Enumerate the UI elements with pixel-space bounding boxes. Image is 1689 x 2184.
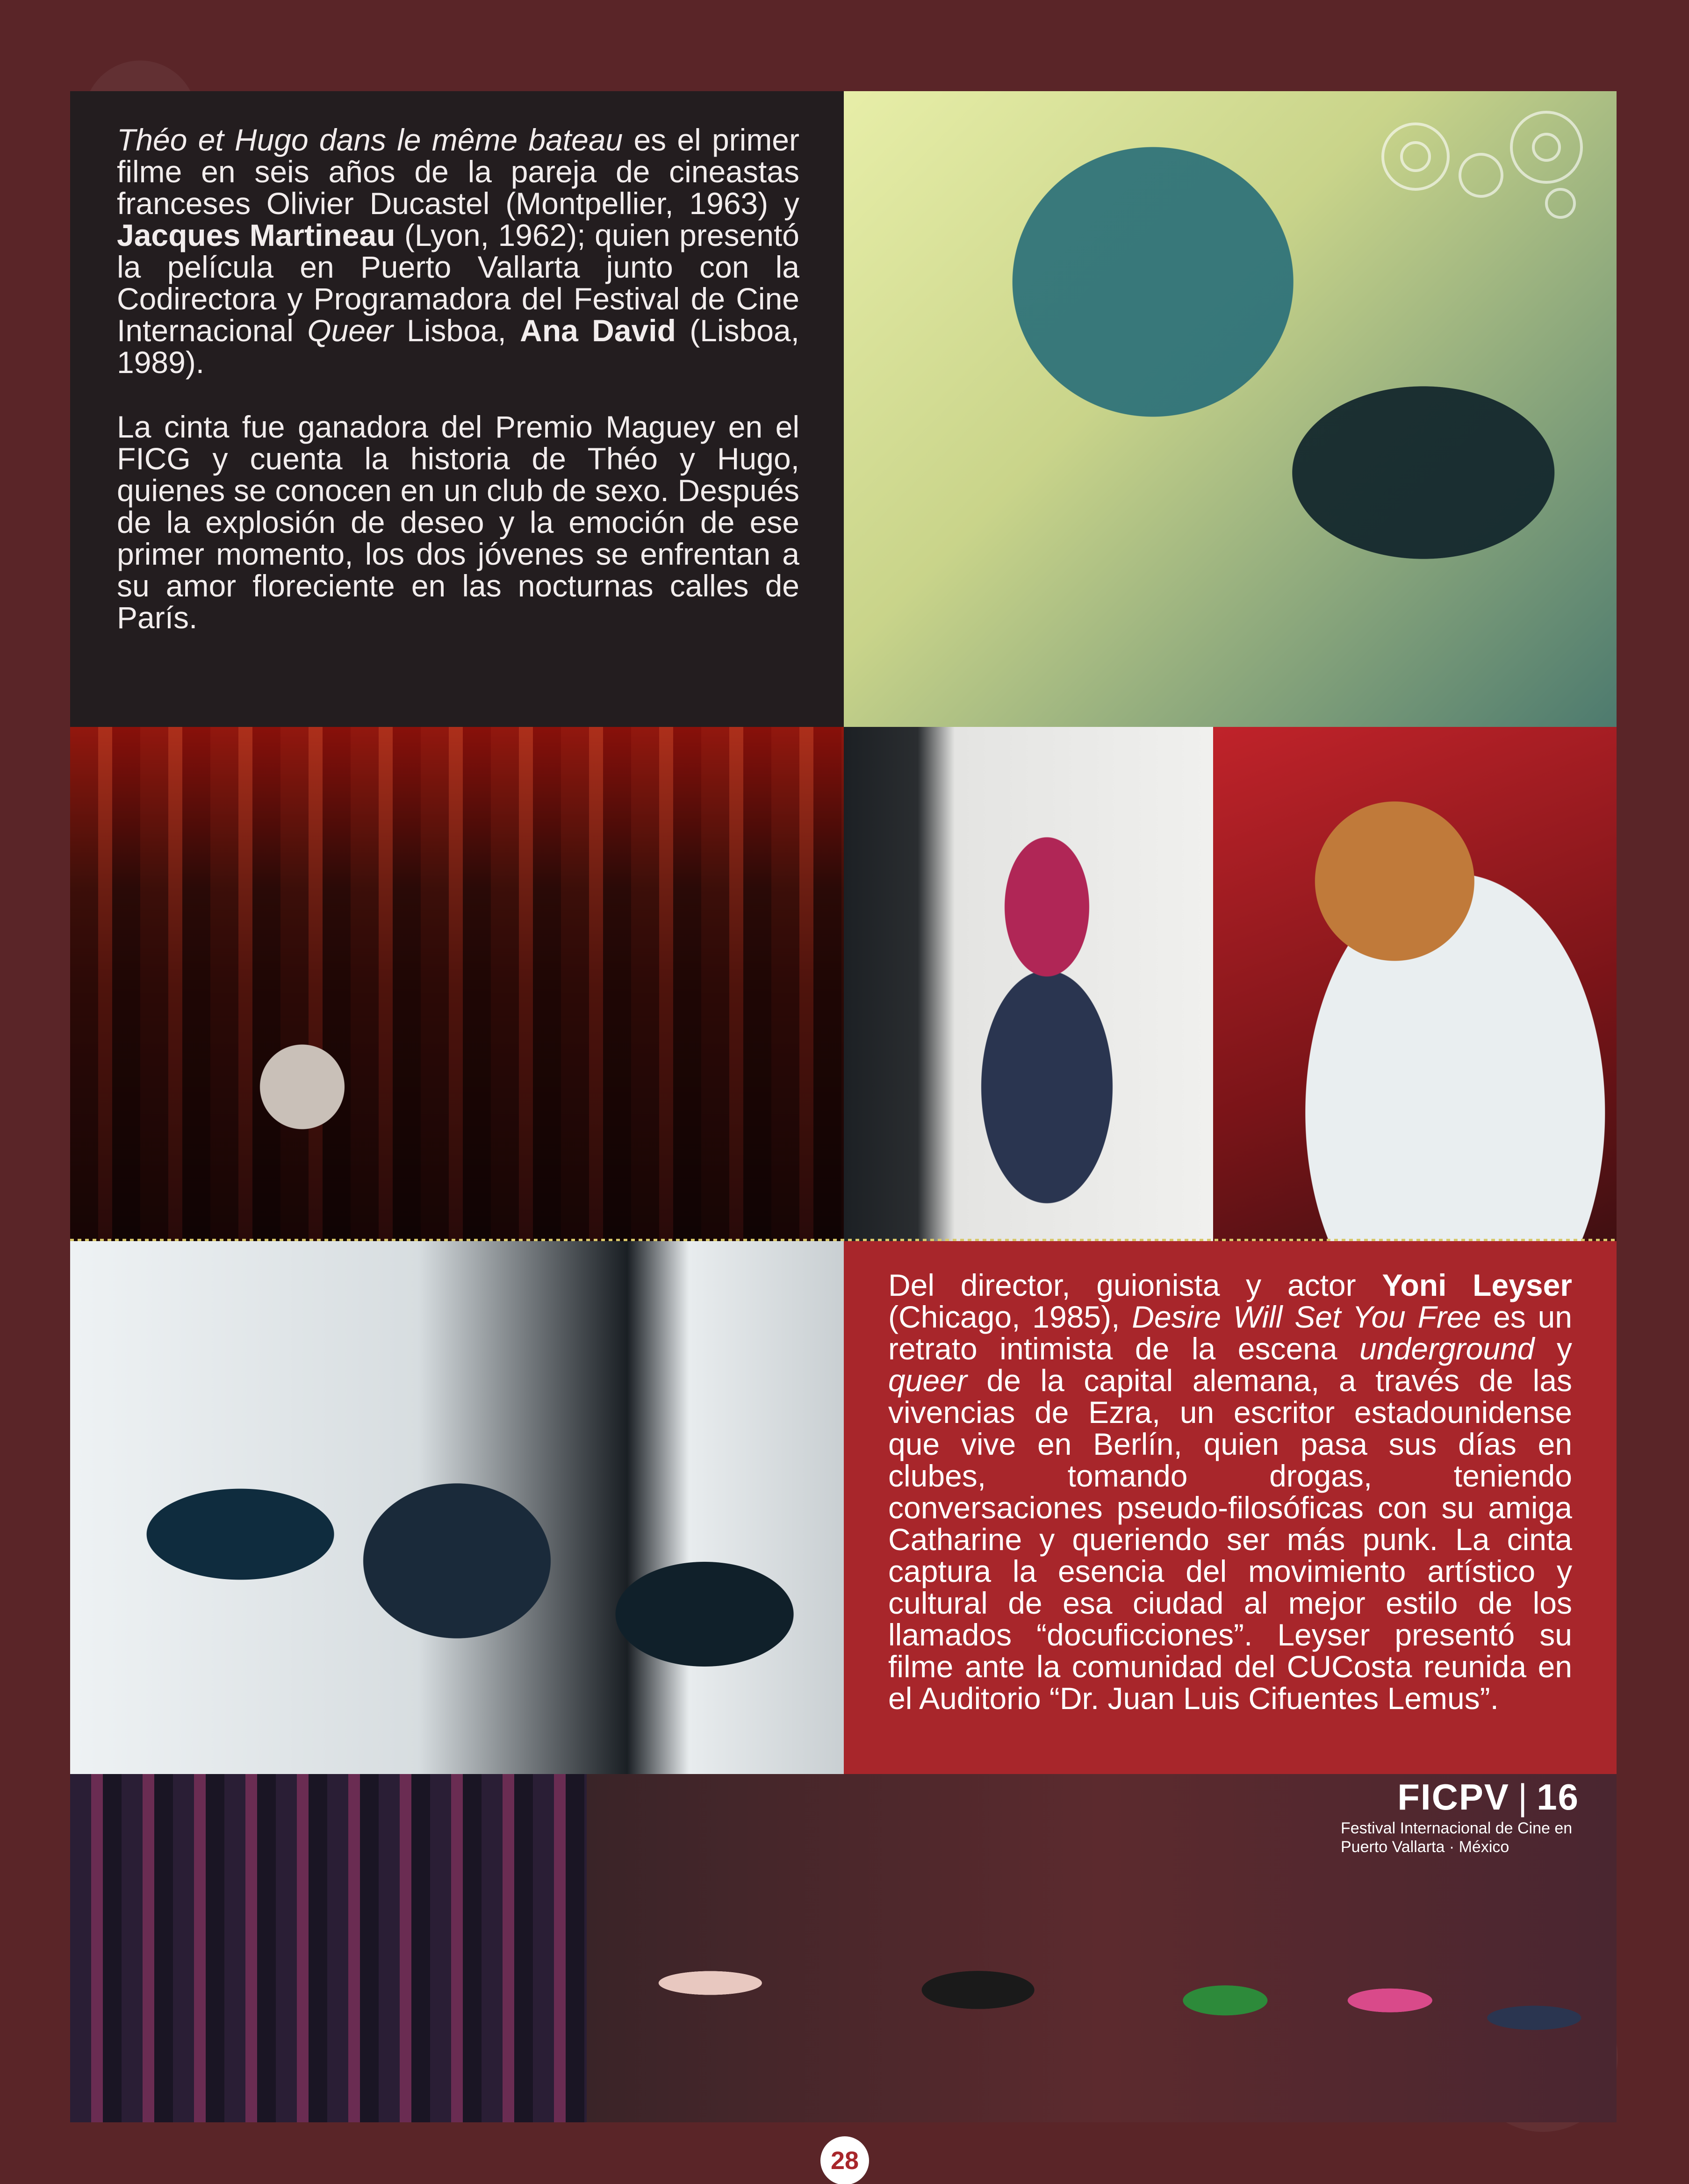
italic-queer: queer (888, 1363, 967, 1398)
paragraph-text: (Lisboa, 1989). (117, 313, 800, 380)
film-title-desire: Desire Will Set You Free (1132, 1300, 1481, 1334)
italic-queer: Queer (307, 313, 393, 348)
logo-separator: | (1517, 1776, 1529, 1818)
paragraph-text: es el primer filme en seis años de la pareja de cineastas franceses Olivier Ducastel (Montpellier, 1963) y (117, 122, 799, 221)
photo-audience-auditorium (70, 727, 844, 1241)
photo-three-men-speaking (70, 1241, 844, 1774)
gears-decoration-icon (1355, 110, 1588, 231)
paragraph-desire-will-set-you-free (888, 1269, 1572, 1714)
paragraph-text: es un retrato intimista de la escena (888, 1300, 1573, 1366)
page-number (816, 2139, 873, 2183)
ficpv-logo (1397, 1777, 1579, 1817)
paragraph-text: Del director, guionista y actor (888, 1268, 1382, 1302)
festival-subtitle: Festival Internacional de Cine en Puerto Vallarta · México (1341, 1819, 1573, 1856)
paragraph-text: (Chicago, 1985), (888, 1300, 1132, 1334)
paragraph-text: y (1534, 1331, 1572, 1366)
ficpv-logo-text: FICPV (1397, 1776, 1509, 1818)
name-jacques-martineau: Jacques Martineau (117, 218, 395, 252)
paragraph-synopsis: La cinta fue ganadora del Premio Maguey en el FICG y cuenta la historia de Théo y Hugo, quienes se conocen en un club de sexo. Después de la explosión de deseo y la emoción de ese primer momento, los dos jóvenes se enfrentan a su amor floreciente en las nocturnas calles de París. (117, 410, 799, 635)
paragraph-text: (Lyon, 1962); quien presentó la película en Puerto Vallarta junto con la Codirectora y Programadora del Festival de Cine Internacional (117, 218, 799, 348)
article-intro-block (70, 91, 844, 727)
film-title-theo-et-hugo: Théo et Hugo dans le même bateau (117, 122, 623, 157)
paragraph-text: Lisboa, (393, 313, 520, 348)
photo-speakers-on-stage (844, 91, 1617, 727)
photo-woman-speaking-stage (844, 727, 1213, 1241)
name-ana-david: Ana David (520, 313, 676, 348)
name-yoni-leyser: Yoni Leyser (1382, 1268, 1572, 1302)
italic-underground: underground (1359, 1331, 1535, 1366)
photo-woman-with-microphone (1213, 727, 1617, 1241)
paragraph-text: de la capital alemana, a través de las vivencias de Ezra, un escritor estadounidense que vive en Berlín, quien pasa sus días en clubes, tomando drogas, teniendo conversaciones pseudo-filosóficas con su amiga Catharine y queriendo ser más punk. La cinta captura la esencia del movimiento artístico y cultural de esa ciudad al mejor estilo de los llamados “docuficciones”. Leyser presentó su filme ante la comunidad del CUCosta reunida en el Auditorio “Dr. Juan Luis Cifuentes Lemus”. (888, 1363, 1572, 1716)
article-desire-block (844, 1241, 1617, 1774)
photo-audience-seated (70, 1774, 587, 2122)
page-number-badge: 28 (823, 2139, 866, 2182)
paragraph-theo-et-hugo (117, 124, 799, 378)
ficpv-edition: 16 (1537, 1776, 1579, 1818)
photo-group-students (587, 1774, 1617, 2122)
